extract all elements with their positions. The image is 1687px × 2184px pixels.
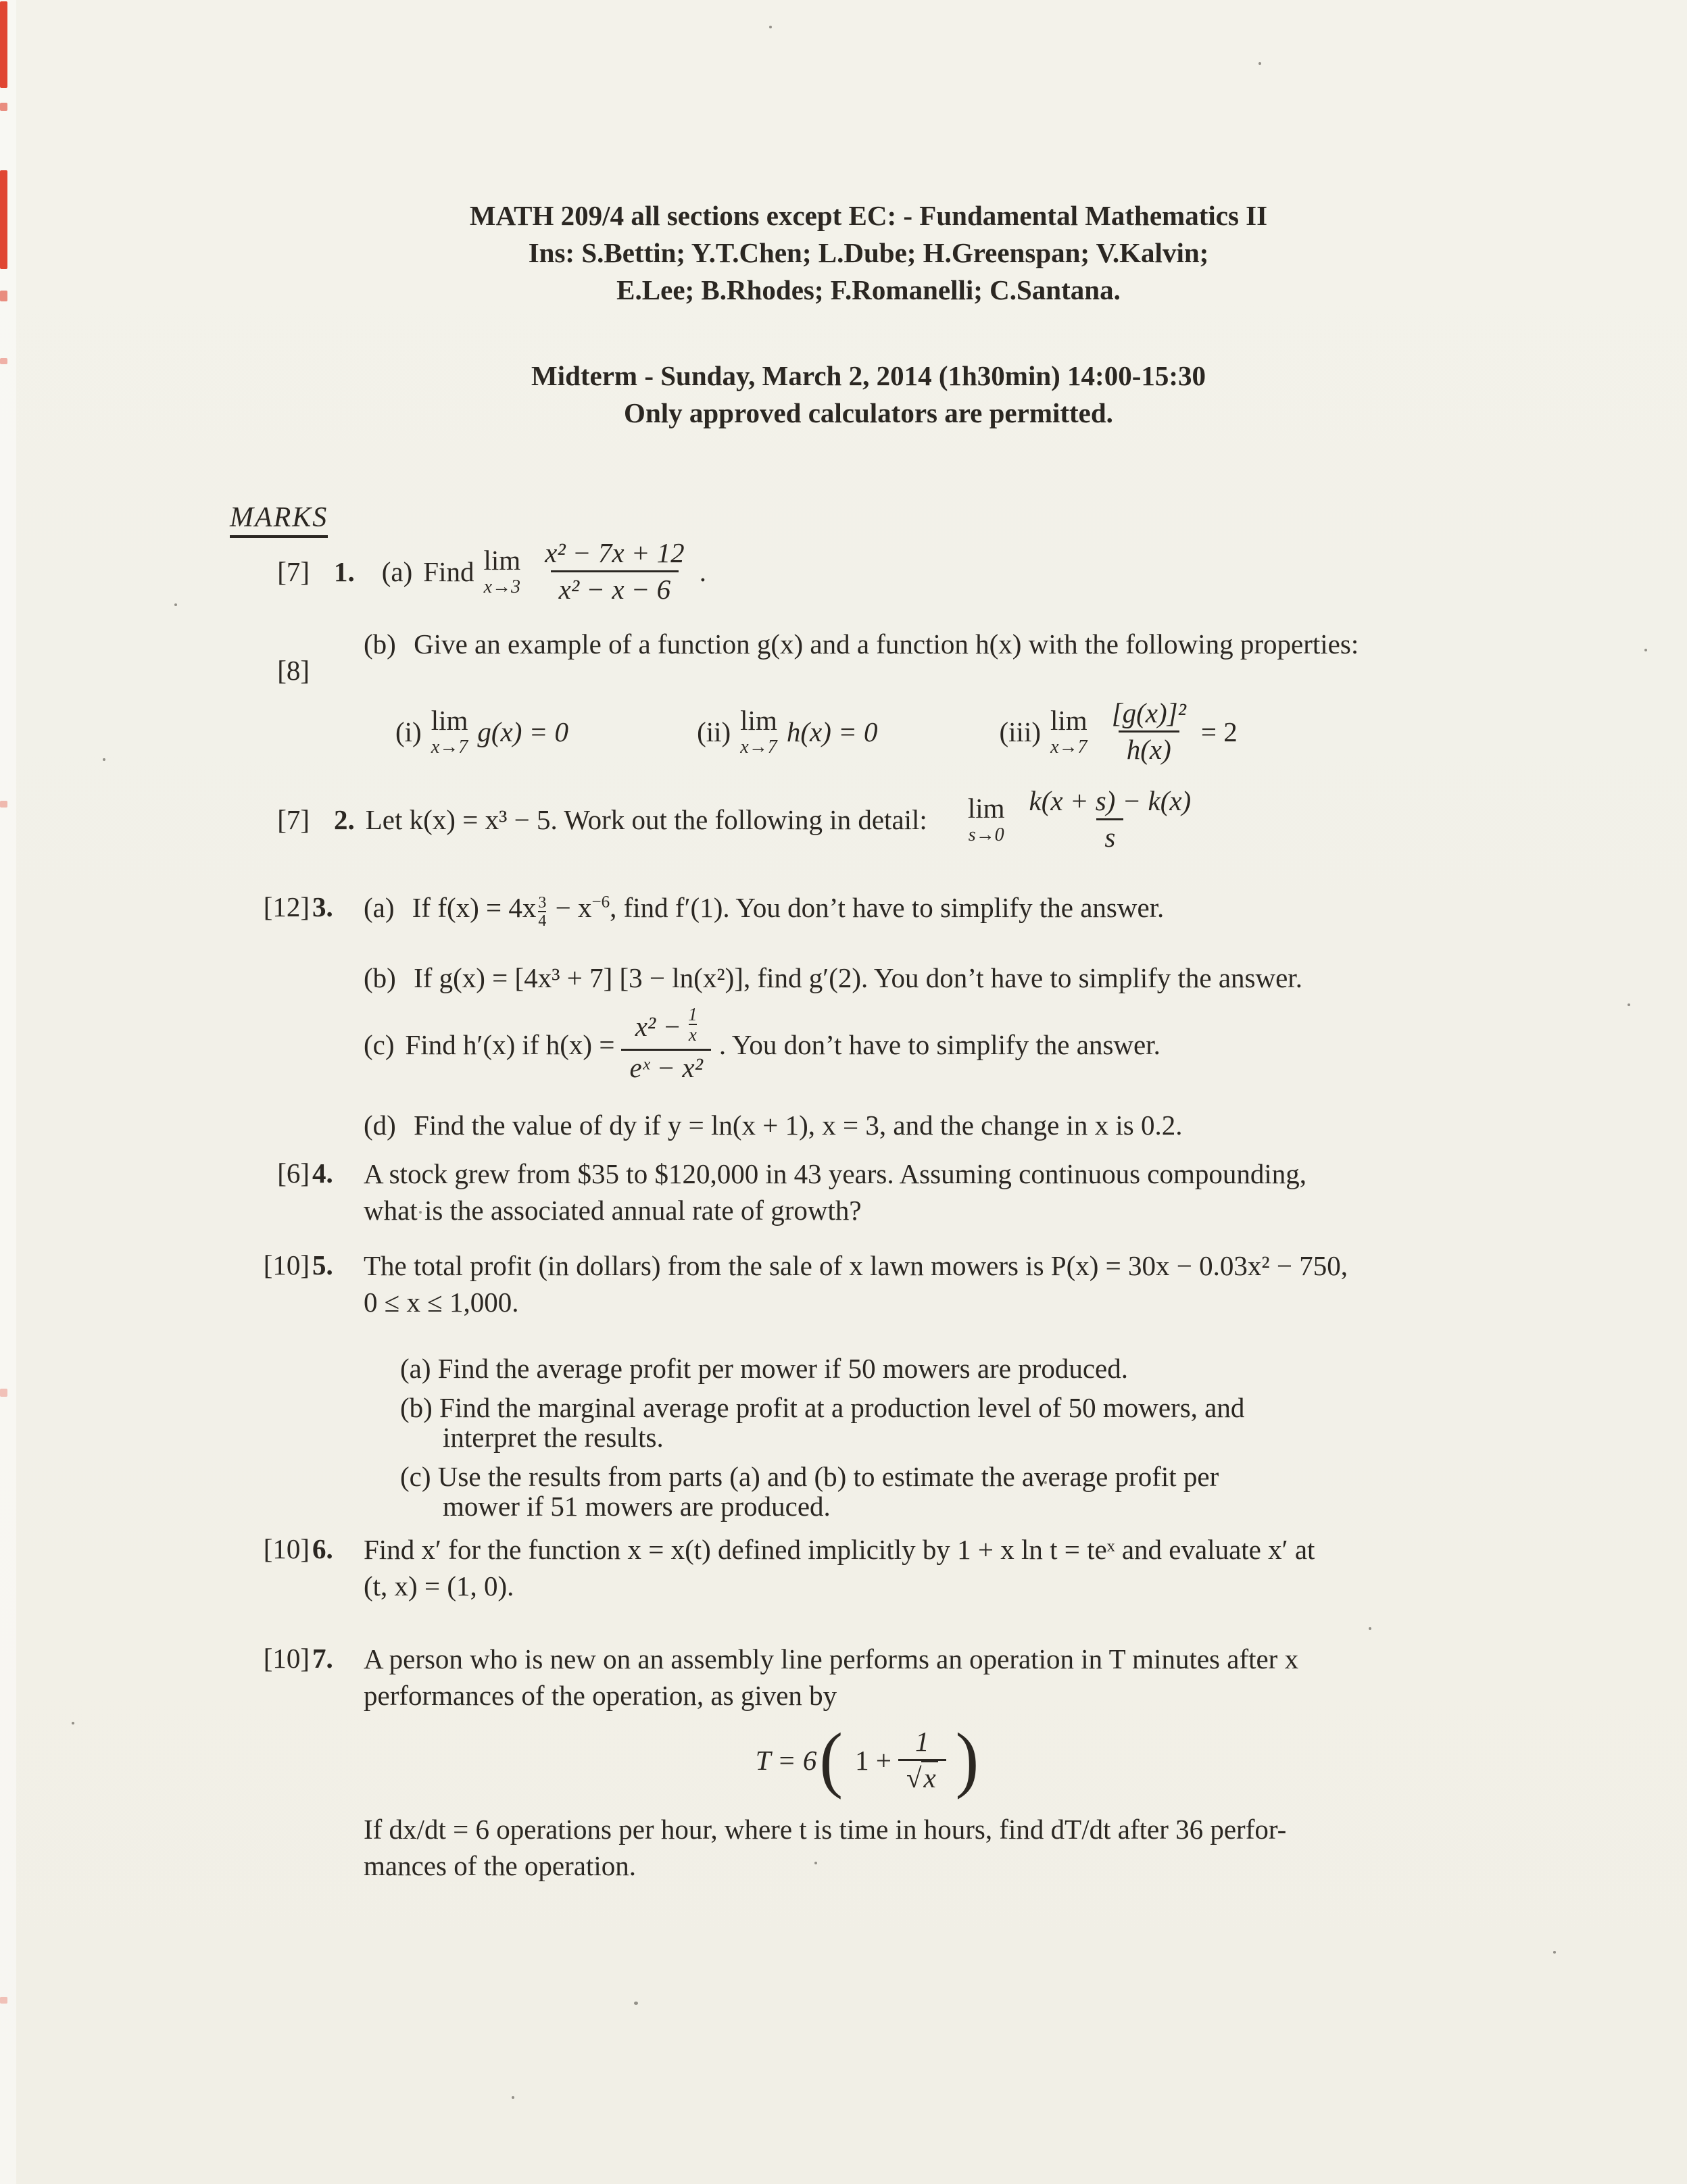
lim-subscript: x→7 xyxy=(740,736,777,758)
dust-speck xyxy=(1644,649,1647,651)
question-5b-line-1: (b) Find the marginal average profit at a production level of 50 mowers, and xyxy=(400,1392,1245,1423)
calculator-notice: Only approved calculators are permitted. xyxy=(624,397,1113,428)
instructors-line-1: Ins: S.Bettin; Y.T.Chen; L.Dube; H.Greenspan; V.Kalvin; xyxy=(528,237,1209,268)
fraction-q2 xyxy=(1021,784,1200,855)
condition-i-expr: g(x) = 0 xyxy=(477,716,569,747)
marks-q1a: [7] xyxy=(277,555,310,587)
question-7-line-1: A person who is new on an assembly line performs an operation in T minutes after x xyxy=(364,1643,1299,1674)
condition-i xyxy=(395,704,569,758)
question-7-line-4: mances of the operation. xyxy=(364,1850,637,1881)
question-2 xyxy=(251,784,1206,855)
q3c-pre: Find h′(x) if h(x) = xyxy=(405,1029,615,1061)
question-1b xyxy=(364,627,1359,662)
question-6-line-2: (t, x) = (1, 0). xyxy=(364,1570,514,1602)
fraction-denominator: h(x) xyxy=(1119,730,1179,767)
limit-operator xyxy=(967,792,1005,845)
fraction-q3c xyxy=(621,1005,710,1085)
dust-speck xyxy=(512,2096,514,2099)
exam-date-line: Midterm - Sunday, March 2, 2014 (1h30min) 14:00-15:30 xyxy=(531,360,1206,391)
question-5-line-1: The total profit (in dollars) from the sale of x lawn mowers is P(x) = 30x − 0.03x² − 750, xyxy=(364,1250,1348,1281)
part-label-1a: (a) xyxy=(381,555,413,587)
marks-heading: MARKS xyxy=(230,501,328,538)
instructors-line-2: E.Lee; B.Rhodes; F.Romanelli; C.Santana. xyxy=(616,274,1121,305)
q3a-pre: If f(x) = 4x xyxy=(412,892,537,923)
open-paren: ( xyxy=(819,1718,844,1801)
numerator-text: x² − xyxy=(635,1010,682,1042)
limit-operator xyxy=(431,704,468,758)
marks-q3: [12] xyxy=(263,891,310,922)
item-label-ii: (ii) xyxy=(697,716,731,747)
dust-speck xyxy=(1369,1627,1371,1630)
marks-q4: [6] xyxy=(277,1158,310,1189)
fraction-numerator: [g(x)]² xyxy=(1111,697,1186,728)
eq-inner: 1 + xyxy=(855,1744,891,1776)
part-label-3a: (a) xyxy=(364,892,395,923)
fraction-q1a xyxy=(537,536,693,607)
q3b-text: If g(x) = [4x³ + 7] [3 − ln(x²)], find g′(2). You don’t have to simplify the answer. xyxy=(414,962,1302,993)
q1a-period: . xyxy=(699,555,706,587)
fraction-denominator xyxy=(898,1759,946,1795)
question-5a: (a) Find the average profit per mower if 50 mowers are produced. xyxy=(400,1353,1128,1384)
lim-word: lim xyxy=(483,544,521,576)
marks-q5: [10] xyxy=(263,1249,310,1281)
question-2-number: 2. xyxy=(334,803,355,835)
course-title: MATH 209/4 all sections except EC: - Fundamental Mathematics II xyxy=(469,200,1268,231)
question-7-number: 7. xyxy=(312,1643,333,1674)
question-5-line-2: 0 ≤ x ≤ 1,000. xyxy=(364,1287,519,1318)
condition-ii-expr: h(x) = 0 xyxy=(786,716,878,747)
q1b-text: Give an example of a function g(x) and a function h(x) with the following properties: xyxy=(414,628,1359,660)
question-5c-line-1: (c) Use the results from parts (a) and (b) to estimate the average profit per xyxy=(400,1461,1219,1492)
question-3-number: 3. xyxy=(312,891,333,922)
fraction-numerator xyxy=(627,1005,706,1049)
lim-subscript: s→0 xyxy=(968,824,1004,845)
question-5b-line-2: interpret the results. xyxy=(443,1422,664,1453)
fraction-numerator: x² − 7x + 12 xyxy=(545,537,685,568)
lim-word: lim xyxy=(967,792,1005,824)
marks-q2: [7] xyxy=(277,803,310,835)
marks-q7: [10] xyxy=(263,1643,310,1674)
red-edge-mark xyxy=(0,801,7,808)
q3d-text: Find the value of dy if y = ln(x + 1), x = 3, and the change in x is 0.2. xyxy=(414,1110,1183,1141)
q1a-text: Find xyxy=(423,555,474,587)
limit-operator xyxy=(740,704,777,758)
question-7-line-3: If dx/dt = 6 operations per hour, where t is time in hours, find dT/dt after 36 perfor- xyxy=(364,1814,1287,1845)
question-4-number: 4. xyxy=(312,1158,333,1189)
dust-speck xyxy=(1628,1003,1630,1006)
part-label-3c: (c) xyxy=(364,1029,395,1061)
question-6-line-1: Find x′ for the function x = x(t) defined implicitly by 1 + x ln t = teˣ and evaluate x′ at xyxy=(364,1534,1315,1565)
dust-speck xyxy=(174,603,177,606)
mini-fraction-one-over-x xyxy=(688,1005,698,1045)
question-5-number: 5. xyxy=(312,1249,333,1281)
red-edge-mark xyxy=(0,1389,7,1397)
limit-operator xyxy=(1050,704,1087,758)
part-label-1b: (b) xyxy=(364,628,396,660)
sup-denominator: 4 xyxy=(538,912,547,930)
question-7-line-2: performances of the operation, as given by xyxy=(364,1680,837,1711)
question-1b-conditions xyxy=(395,696,1238,767)
dust-speck xyxy=(769,26,772,28)
red-edge-mark xyxy=(0,291,7,301)
question-3d xyxy=(364,1108,1183,1143)
condition-iii-value: = 2 xyxy=(1200,716,1238,747)
mini-denominator: x xyxy=(688,1024,697,1045)
radicand: x xyxy=(921,1760,937,1793)
part-label-3d: (d) xyxy=(364,1110,396,1141)
radical-sign: √ xyxy=(906,1762,922,1794)
scan-edge-strip xyxy=(0,0,16,2184)
red-edge-mark xyxy=(0,1997,7,2004)
question-1a xyxy=(251,536,706,607)
question-1-number: 1. xyxy=(334,555,355,587)
condition-ii xyxy=(697,704,878,758)
mini-numerator: 1 xyxy=(688,1004,698,1024)
item-label-i: (i) xyxy=(395,716,422,747)
part-label-3b: (b) xyxy=(364,962,396,993)
q3c-post: . You don’t have to simplify the answer. xyxy=(718,1029,1160,1061)
q2-text: Let k(x) = x³ − 5. Work out the following in detail: xyxy=(365,803,927,835)
question-6-number: 6. xyxy=(312,1533,333,1564)
lim-subscript: x→7 xyxy=(1050,736,1087,758)
question-5c-line-2: mower if 51 mowers are produced. xyxy=(443,1491,831,1522)
dust-speck xyxy=(103,758,105,761)
fraction-numerator: k(x + s) − k(x) xyxy=(1029,785,1192,816)
question-3c xyxy=(364,1005,1160,1085)
lim-subscript: x→3 xyxy=(483,576,521,597)
fraction-q7 xyxy=(898,1724,946,1795)
condition-iii xyxy=(1000,696,1238,767)
q3a-post: , find f′(1). You don’t have to simplify the answer. xyxy=(610,892,1165,923)
fraction-denominator: eˣ − x² xyxy=(621,1049,710,1085)
item-label-iii: (iii) xyxy=(999,716,1041,747)
fraction-condition-iii xyxy=(1104,696,1194,767)
fraction-numerator: 1 xyxy=(915,1726,929,1757)
question-4-line-2: what is the associated annual rate of growth? xyxy=(364,1195,862,1226)
question-4-line-1: A stock grew from $35 to $120,000 in 43 years. Assuming continuous compounding, xyxy=(364,1158,1307,1189)
marks-q6: [10] xyxy=(263,1533,310,1564)
fraction-denominator: x² − x − 6 xyxy=(551,570,679,607)
lim-word: lim xyxy=(740,704,777,736)
red-edge-mark xyxy=(0,170,7,269)
dust-speck xyxy=(814,1862,817,1864)
question-7-equation xyxy=(51,1718,1686,1801)
red-edge-mark xyxy=(0,1,7,88)
question-3a xyxy=(364,891,1164,939)
close-paren: ) xyxy=(955,1718,979,1801)
red-edge-mark xyxy=(0,103,7,111)
eq-lhs: T = 6 xyxy=(755,1744,817,1776)
limit-operator xyxy=(483,544,521,597)
sup-numerator: 3 xyxy=(538,894,547,912)
lim-subscript: x→7 xyxy=(431,736,468,758)
exponent-neg-six: −6 xyxy=(591,893,610,912)
question-3b xyxy=(364,961,1302,995)
q3a-mid: − x xyxy=(548,892,592,923)
dust-speck xyxy=(1553,1951,1556,1954)
marks-q1b: [8] xyxy=(277,655,310,686)
exponent-three-fourths xyxy=(538,895,546,929)
fraction-denominator: s xyxy=(1096,818,1123,855)
lim-word: lim xyxy=(431,704,468,736)
lim-word: lim xyxy=(1050,704,1087,736)
dust-speck xyxy=(1258,62,1261,65)
dust-speck xyxy=(634,2002,638,2005)
red-edge-mark xyxy=(0,358,7,364)
